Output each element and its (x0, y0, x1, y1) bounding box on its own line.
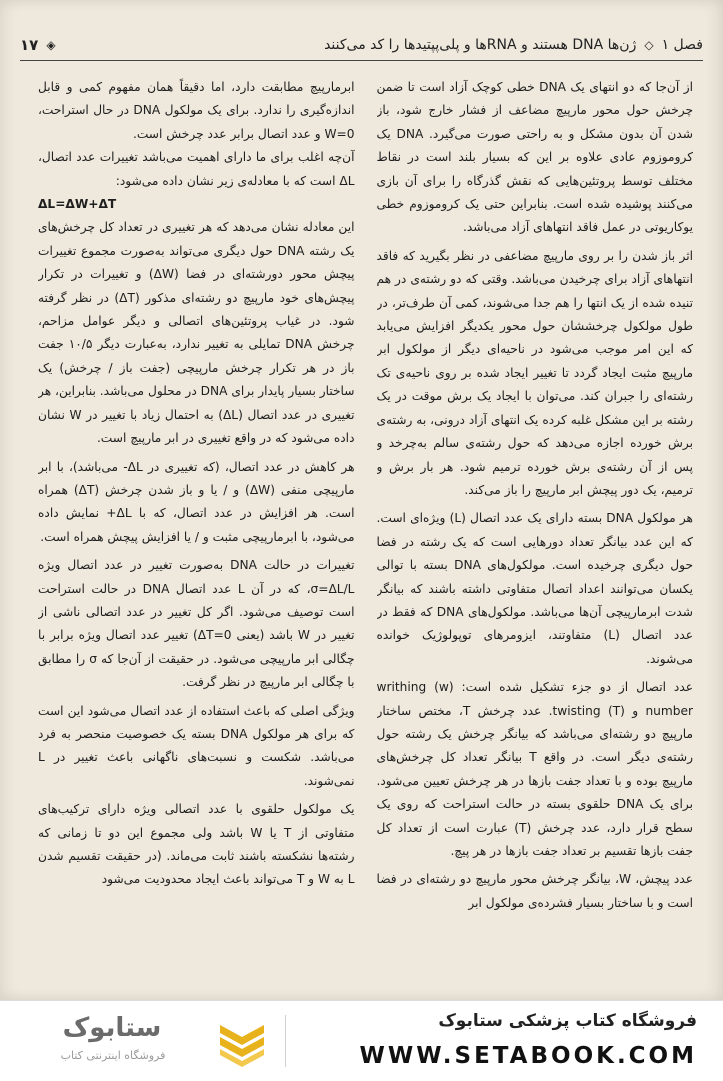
store-url-link[interactable]: WWW.SETABOOK.COM (359, 1043, 697, 1069)
paragraph: آن‌چه اغلب برای ما دارای اهمیت می‌باشد تغییرات عدد اتصال، ΔL است که با معادله‌ی زیر نشان داده می‌شود: (38, 150, 355, 188)
diamond-icon: ◇ (644, 38, 654, 52)
paragraph: هر مولکول DNA بسته دارای یک عدد اتصال (L) ویژه‌ای است. که این عدد بیانگر تعداد دورهایی است که یک رشته در فضا حول دیگری چرخیده است. مولکول‌های DNA بسته با توالی یکسان می‌توانند اعداد اتصال متفاوتی داشته باشند که بیانگر شدت ابرمارپیچی آن‌ها می‌باشد. مولکول‌های DNA که فقط در عدد اتصال (L) متفاوتند، ایزومرهای توپولوژیک خوانده می‌شوند. (376, 511, 693, 666)
setabook-logo[interactable] (22, 1013, 272, 1071)
paragraph: تغییرات در حالت DNA به‌صورت تغییر در عدد اتصال ویژه σ=ΔL/L، که در آن L عدد اتصال DNA در حالت استراحت است توصیف می‌شود. اگر کل تغییر در عدد اتصالی ناشی از تغییر در W باشد (یعنی ΔT=0) تغییر عدد اتصال ویژه برابر با چگالی ابر مارپیچی می‌شود. در حقیقت از آن‌جا که σ را مطابق با چگالی ابر مارپیچ در نظر گرفت. (38, 558, 355, 690)
paragraph: هر کاهش در عدد اتصال، (که تغییری در ΔL- می‌باشد)، با ابر مارپیچی منفی (ΔW) و / یا و باز شدن چرخش (ΔT) همراه است. هر افزایش در عدد اتصال، که با ΔL+ نمایش داده می‌شود، با ابرمارپیچی مثبت و / یا افزایش پیچش همراه است. (38, 459, 355, 544)
logo-subtitle: فروشگاه اینترنتی کتاب (60, 1049, 166, 1062)
diamond-bullet-icon: ◈ (46, 38, 56, 52)
paragraph: اثر باز شدن را بر روی مارپیچ مضاعفی در نظر بگیرید که فاقد انتهاهای آزاد برای چرخیدن می‌باشد. وقتی که دو رشته‌ی در هم تنیده شده از یک انتها را هم جدا می‌شوند، کمی آن طرف‌تر، در طول مولکول چرخششان حول محور یکدیگر افزایش می‌یابد که این امر موجب می‌شود در ناحیه‌ای دیگر از مولکول ابر مارپیچ مثبت ایجاد گردد تا تغییر ایجاد شده بر روی ناحیه‌ی تک رشته‌ای را جبران کند. می‌توان با ایجاد یک برش موقت در یک رشته بر این مشکل غلبه کرده یک انتهای آزاد درونی، به رشته‌ی برش خورده اجازه می‌دهد که حول رشته‌ی سالم به‌چرخد و پس از آن رشته‌ی برش خورده ترمیم شود. هر بار برش و ترمیم، یک دور پیچش ابر مارپیچ را باز می‌کند. (376, 248, 693, 497)
store-footer (0, 1000, 723, 1081)
right-column (377, 76, 694, 992)
paragraph: عدد پیچش، W، بیانگر چرخش محور مارپیچ دو رشته‌ای در فضا است و با ساختار بسیار فشرده‌ی مولکول ابر (376, 872, 693, 910)
paragraph: از آن‌جا که دو انتهای یک DNA خطی کوچک آزاد است تا ضمن چرخش حول محور مارپیچ مضاعف از فشار خارج شود، باز شدن آن بدون مشکل و به راحتی صورت می‌گیرد. DNA یک کروموزوم عادی علاوه بر این که بسیار بلند است در نقاط مختلف توسط پروتئین‌هایی که نقش گذرگاه را برای آن بازی می‌کنند پوشیده شده است. بنابراین حتی یک کروموزوم خطی یوکاریوتی در عمل فاقد انتهاهای آزاد می‌باشد. (376, 80, 693, 235)
paragraph: عدد اتصال از دو جزء تشکیل شده است: writhing (w) number و (T) twisting. عدد چرخش T، مختص ساختار مارپیچ دو رشته‌ای می‌باشد که بیانگر چرخش یک رشته حول رشته‌ی دیگر است. در واقع T بیانگر تعداد کل چرخش‌های مارپیچ بوده و با تعداد جفت بازها در هر چرخش تعیین می‌شود. برای یک DNA حلقوی بسته در حالت استراحت که روی یک سطح قرار دارد، عدد چرخش (T) عبارت است از تعداد کل جفت بازها تقسیم بر تعداد جفت بازها در هر پیچ. (376, 680, 693, 858)
paragraph: یک مولکول حلقوی با عدد اتصالی ویژه دارای ترکیب‌های متفاوتی از T یا W باشد ولی مجموع این دو تا زمانی که رشته‌ها نشکسته باشند ثابت می‌ماند. (در حقیقت تقسیم شدن L به W و T می‌تواند باعث ایجاد محدودیت می‌شود (38, 802, 355, 887)
logo-chevron-icon (212, 1017, 272, 1067)
left-column (38, 76, 355, 992)
paragraph: این معادله نشان می‌دهد که هر تغییری در تعداد کل چرخش‌های یک رشته DNA حول دیگری می‌تواند به‌صورت مجموع تغییرات پیچش محور دورشته‌ای در فضا (ΔW) و تغییرات در تکرار پیچش‌های خود مارپیچ دو رشته‌ای مذکور (ΔT) در نظر گرفته شود. در غیاب پروتئین‌های اتصالی و دیگر عوامل مزاحم، چرخش DNA تمایلی به تغییر ندارد، به‌عبارت دیگر ۱۰/۵ جفت باز در هر تکرار چرخش مارپیچی (جفت باز / چرخش) یک ساختار بسیار پایدار برای DNA در محلول می‌باشد. بنابراین، هر تغییری در عدد اتصال (ΔL) به احتمال زیاد با تغییر در W نشان داده می‌شود که در واقع تغییری در ابر مارپیچ است. (38, 220, 355, 446)
logo-wordmark: ستابوک (62, 1013, 162, 1043)
paragraph: ویژگی اصلی که باعث استفاده از عدد اتصال می‌شود این است که برای هر مولکول DNA بسته یک خصوصیت منحصر به فرد می‌باشد. شکست و نسبت‌های ناگهانی باعث تغییر در L نمی‌شوند. (38, 703, 355, 788)
divider (285, 1015, 286, 1067)
chapter-label: فصل ۱ (661, 37, 703, 53)
page-header (20, 30, 703, 61)
running-title: ژن‌ها DNA هستند و RNAها و پلی‌پپتیدها را کد می‌کنند (324, 37, 637, 53)
store-name: فروشگاه کتاب پزشکی ستابوک (438, 1011, 697, 1031)
text-columns (38, 76, 693, 992)
page-number: ۱۷ (20, 36, 39, 54)
paragraph: ابرمارپیچ مطابقت دارد، اما دقیقاً همان مفهوم کمی و قابل اندازه‌گیری را ندارد. برای یک مولکول DNA در حال استراحت، W=0 و عدد اتصال برابر عدد چرخش است. (38, 80, 355, 141)
equation: ΔL=ΔW+ΔT (38, 197, 117, 212)
